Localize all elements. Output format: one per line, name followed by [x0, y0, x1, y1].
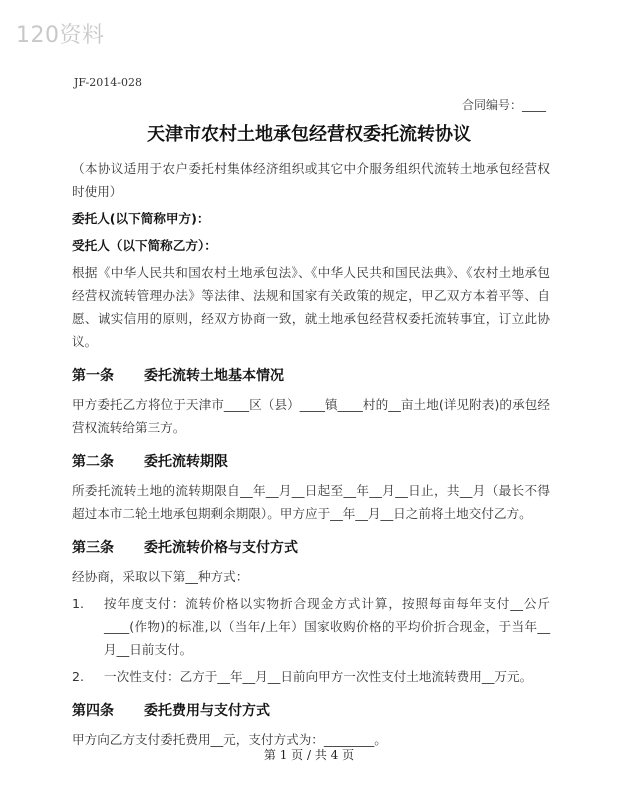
document-code: JF-2014-028 [74, 76, 142, 89]
article-number: 第四条 [72, 703, 114, 719]
article-4-text: 甲方向乙方支付委托费用__元，支付方式为：________。 [72, 732, 387, 747]
payment-option-1 [72, 592, 550, 661]
document-body [72, 157, 550, 751]
article-title: 委托流转土地基本情况 [144, 368, 284, 384]
intro-note: （本协议适用于农户委托村集体经济组织或其它中介服务组织代流转土地承包经营权时使用） [72, 161, 550, 199]
article-title: 委托流转价格与支付方式 [144, 540, 298, 556]
page-footer: 第 1 页 / 共 4 页 [263, 748, 355, 762]
watermark-logo: 120资料 [16, 23, 105, 48]
article-4-heading [72, 698, 550, 724]
payment-option-2 [72, 665, 550, 688]
contract-number: 合同编号：____ [461, 98, 546, 112]
article-1-heading [72, 363, 550, 389]
page-title: 天津市农村土地承包经营权委托流转协议 [147, 124, 471, 145]
party-a-label: 委托人(以下简称甲方)： [72, 211, 210, 226]
list-number: 2. [72, 669, 85, 684]
party-b-label: 受托人（以下简称乙方）： [72, 238, 217, 253]
article-title: 委托流转期限 [144, 454, 228, 470]
article-2-heading [72, 449, 550, 475]
article-number: 第一条 [72, 368, 114, 384]
preamble: 根据《中华人民共和国农村土地承包法》、《中华人民共和国民法典》、《农村土地承包经营权流转管理办法》等法律、法规和国家有关政策的规定，甲乙双方本着平等、自愿、诚实信用的原则，经双方协商一致，就土地承包经营权委托流转事宜，订立此协议。 [72, 265, 550, 349]
list-item-text: 一次性支付：乙方于__年__月__日前向甲方一次性支付土地流转费用__万元。 [104, 669, 533, 684]
article-2-text: 所委托流转土地的流转期限自__年__月__日起至__年__月__日止，共__月（最长不得超过本市二轮土地承包期剩余期限）。甲方应于__年__月__日之前将土地交付乙方。 [72, 483, 550, 521]
article-number: 第三条 [72, 540, 114, 556]
article-number: 第二条 [72, 454, 114, 470]
article-3-heading [72, 535, 550, 561]
list-number: 1. [72, 596, 85, 611]
article-title: 委托费用与支付方式 [144, 703, 270, 719]
list-item-text: 按年度支付：流转价格以实物折合现金方式计算，按照每亩每年支付__公斤____(作物)的标准,以（当年/上年）国家收购价格的平均价折合现金，于当年__月__日前支付。 [104, 596, 550, 657]
article-1-text: 甲方委托乙方将位于天津市____区（县）____镇____村的__亩土地(详见附表)的承包经营权流转给第三方。 [72, 397, 550, 435]
article-3-text: 经协商，采取以下第__种方式： [72, 569, 249, 584]
